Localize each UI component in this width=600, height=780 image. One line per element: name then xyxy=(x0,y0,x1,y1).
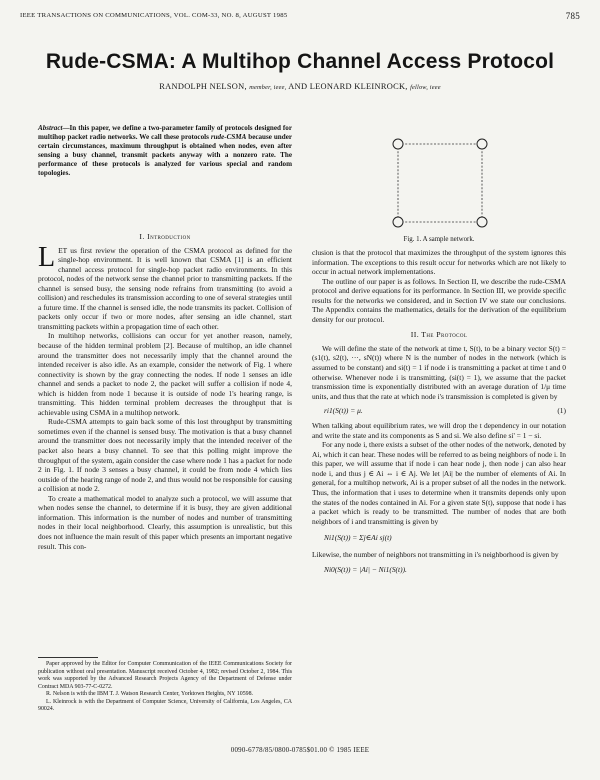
abstract-term: rude-CSMA xyxy=(210,133,247,142)
equation-2 xyxy=(312,526,566,550)
equation-2-body: Ni1(S(t)) = Σj∈Ai sj(t) xyxy=(324,533,392,543)
footnote-paragraph-3: L. Kleinrock is with the Department of Computer Science, University of California, Los Angeles, CA 90024. xyxy=(38,698,292,712)
section-heading-protocol: II. The Protocol xyxy=(410,330,468,340)
protocol-paragraph-3: For any node i, there exists a subset of the other nodes of the network, denoted by Ai, which it can hear. These nodes will be referred to as being neighbors of node i. In this paper, we will assume that if node i can hear node j, then node j can also hear node i, and thus j ∈ Ai ⇔ i ∈ Aj. We let |Ai| be the number of elements of Ai. In general, for a multihop network, Ai is a proper subset of all the nodes in the network. Thus, the information that i uses to determine when it transmits depends only upon the states of the nodes contained in Ai. For a given state S(t), suppose that node i has a packet which is ready to be transmitted. The number of nodes that are both neighbors of i and transmitting is given by xyxy=(312,440,566,526)
intro-paragraph-2: In multihop networks, collisions can occur for yet another reason, namely, because of the hidden terminal problem [2]. Because of multihop, an idle channel around the transmitter does not necessarily imply that the channel around the intended receiver is also idle. As an example, consider the network of Fig. 1 where connectivity is shown by the gray connecting the nodes. If node 1 senses an idle channel and sends a packet to node 2, the packet will suffer a collision if node 4, which is hidden from node 1 because it is outside of node 1's hearing range, is transmitting. This hidden terminal problem decreases the throughput that is achievable using CSMA in a multihop network. xyxy=(38,331,292,417)
network-node xyxy=(477,217,487,227)
copyright-line: 0090-6778/85/0800-0785$01.00 © 1985 IEEE xyxy=(230,747,370,754)
equation-1-number: (1) xyxy=(557,406,566,416)
author-kleinrock-affiliation: fellow, ieee xyxy=(410,84,441,91)
intro-paragraph-1-text: ET us first review the operation of the CSMA protocol as defined for the single-hop environment. It is well known that CSMA [1] is an efficient channel access protocol for single-hop packet radio environments. In this protocol, nodes of the network sense the channel prior to transmitting packets. If the channel is sensed busy, the sensing node refrains from transmitting (to avoid a collision) and reschedules its transmission according to one of several strategies until a future time. If the channel is sensed idle, the node transmits its packet. Collision of packets only occur if two or more nodes, after sensing an idle channel, start transmitting packets within a propagation time of each other. xyxy=(38,245,292,331)
footnote xyxy=(38,657,292,714)
network-node xyxy=(393,217,403,227)
section-heading-introduction: I. Introduction xyxy=(139,232,191,241)
intro-paragraph-3: Rude-CSMA attempts to gain back some of this lost throughput by transmitting sometimes even if the channel is sensed busy. The motivation is that a busy channel around the transmitter does not necessarily imply that the intended receiver of the packet also hears a busy channel. To see that this polling might improve the throughput of the system, again consider the case where node 1 has a packet for node 2 in Fig. 1. If node 3 senses a busy channel, it could be from node 4 which lies outside of the hearing range of node 2, and thus would not be responsible for causing a collision at node 2. xyxy=(38,417,292,494)
abstract-text-1: —In this paper, we define a two-parameter family of protocols designed for multihop packet radio networks. We call these protocols xyxy=(38,124,292,142)
abstract-text-2: because under certain circumstances, maximum throughput is obtained when nodes, even after sensing a busy channel, transmit packets anyway with a nonzero rate. The performance of these protocols is analyzed for various special and random topologies. xyxy=(38,133,292,178)
equation-3 xyxy=(312,560,566,580)
author-nelson-affiliation: member, ieee, xyxy=(249,84,287,91)
right-column xyxy=(312,248,566,580)
left-column xyxy=(38,232,292,551)
author-line xyxy=(0,82,600,91)
paper-title: Rude-CSMA: A Multihop Channel Access Protocol xyxy=(45,50,555,73)
network-node xyxy=(393,139,403,149)
sample-network-figure xyxy=(360,130,520,235)
abstract xyxy=(38,124,292,178)
footnote-rule xyxy=(38,657,98,658)
network-node xyxy=(477,139,487,149)
running-header xyxy=(20,12,580,19)
author-conjunction: AND xyxy=(286,82,310,91)
footnote-paragraph-2: R. Nelson is with the IBM T. J. Watson Research Center, Yorktown Heights, NY 10598. xyxy=(46,691,254,697)
protocol-paragraph-4: Likewise, the number of neighbors not transmitting in i's neighborhood is given by xyxy=(312,550,559,560)
equation-1 xyxy=(312,401,566,421)
page-number: 785 xyxy=(565,11,580,21)
protocol-paragraph-2: When talking about equilibrium rates, we will drop the t dependency in our notation and write the state and its components as S and si. We also define si' = 1 − si. xyxy=(312,421,566,440)
intro-paragraph-4: To create a mathematical model to analyze such a protocol, we will assume that when nodes sense the channel, to determine if it is busy, they are given additional information. This information is the number of nodes and number of transmitting nodes in their local neighborhood. Clearly, this assumption is unrealistic, but this does not influence the main result of this paper which presents an important negative result. This con- xyxy=(38,493,292,551)
author-kleinrock: LEONARD KLEINROCK, xyxy=(309,82,408,91)
drop-cap: L xyxy=(38,241,56,273)
equation-1-body: ri1(S(t)) = μ. xyxy=(324,406,363,416)
footnote-paragraph-1: Paper approved by the Editor for Computer Communication of the IEEE Communications Society for publication without oral presentation. Manuscript received October 4, 1982; revised October 2, 1984. This work was supported by the Advanced Research Projects Agency of the Department of Defense under Contract MDA 903-77-C-0272. xyxy=(38,661,292,690)
equation-3-body: Ni0(S(t)) = |Ai| − Ni1(S(t)). xyxy=(324,564,407,574)
figure-caption: Fig. 1. A sample network. xyxy=(403,236,475,243)
intro-continuation: clusion is that the protocol that maximizes the throughput of the system ignores this information. The exceptions to this result occur for networks which are not likely to occur in actual network implementations. xyxy=(312,248,566,277)
protocol-paragraph-1: We will define the state of the network at time t, S(t), to be a binary vector S(t) = (s1(t), s2(t), ···, sN(t)) where N is the number of nodes in the network (which is assumed to be constant) and si(t) = 1 if node i is transmitting a packet at time t and 0 otherwise. Whenever node i is transmitting, (si(t) = 1), we assume that the packet transmission time is exponentially distributed with an average duration of 1/μ time units, and thus that the rate at which node i's transmission is completed is given by xyxy=(312,343,566,401)
paper-outline: The outline of our paper is as follows. In Section II, we describe the rude-CSMA protocol and derive equations for its performance. In Section III, we provide specific results for the networks we considered, and in Section IV we state our conclusions. The Appendix contains the mathematics, details for the derivation of the equilibrium density for our protocol. xyxy=(312,276,566,324)
author-nelson: RANDOLPH NELSON, xyxy=(159,82,247,91)
intro-paragraph-1 xyxy=(38,241,292,332)
abstract-label: Abstract xyxy=(38,124,63,132)
journal-line: IEEE TRANSACTIONS ON COMMUNICATIONS, VOL. COM-33, NO. 8, AUGUST 1985 xyxy=(20,12,288,19)
